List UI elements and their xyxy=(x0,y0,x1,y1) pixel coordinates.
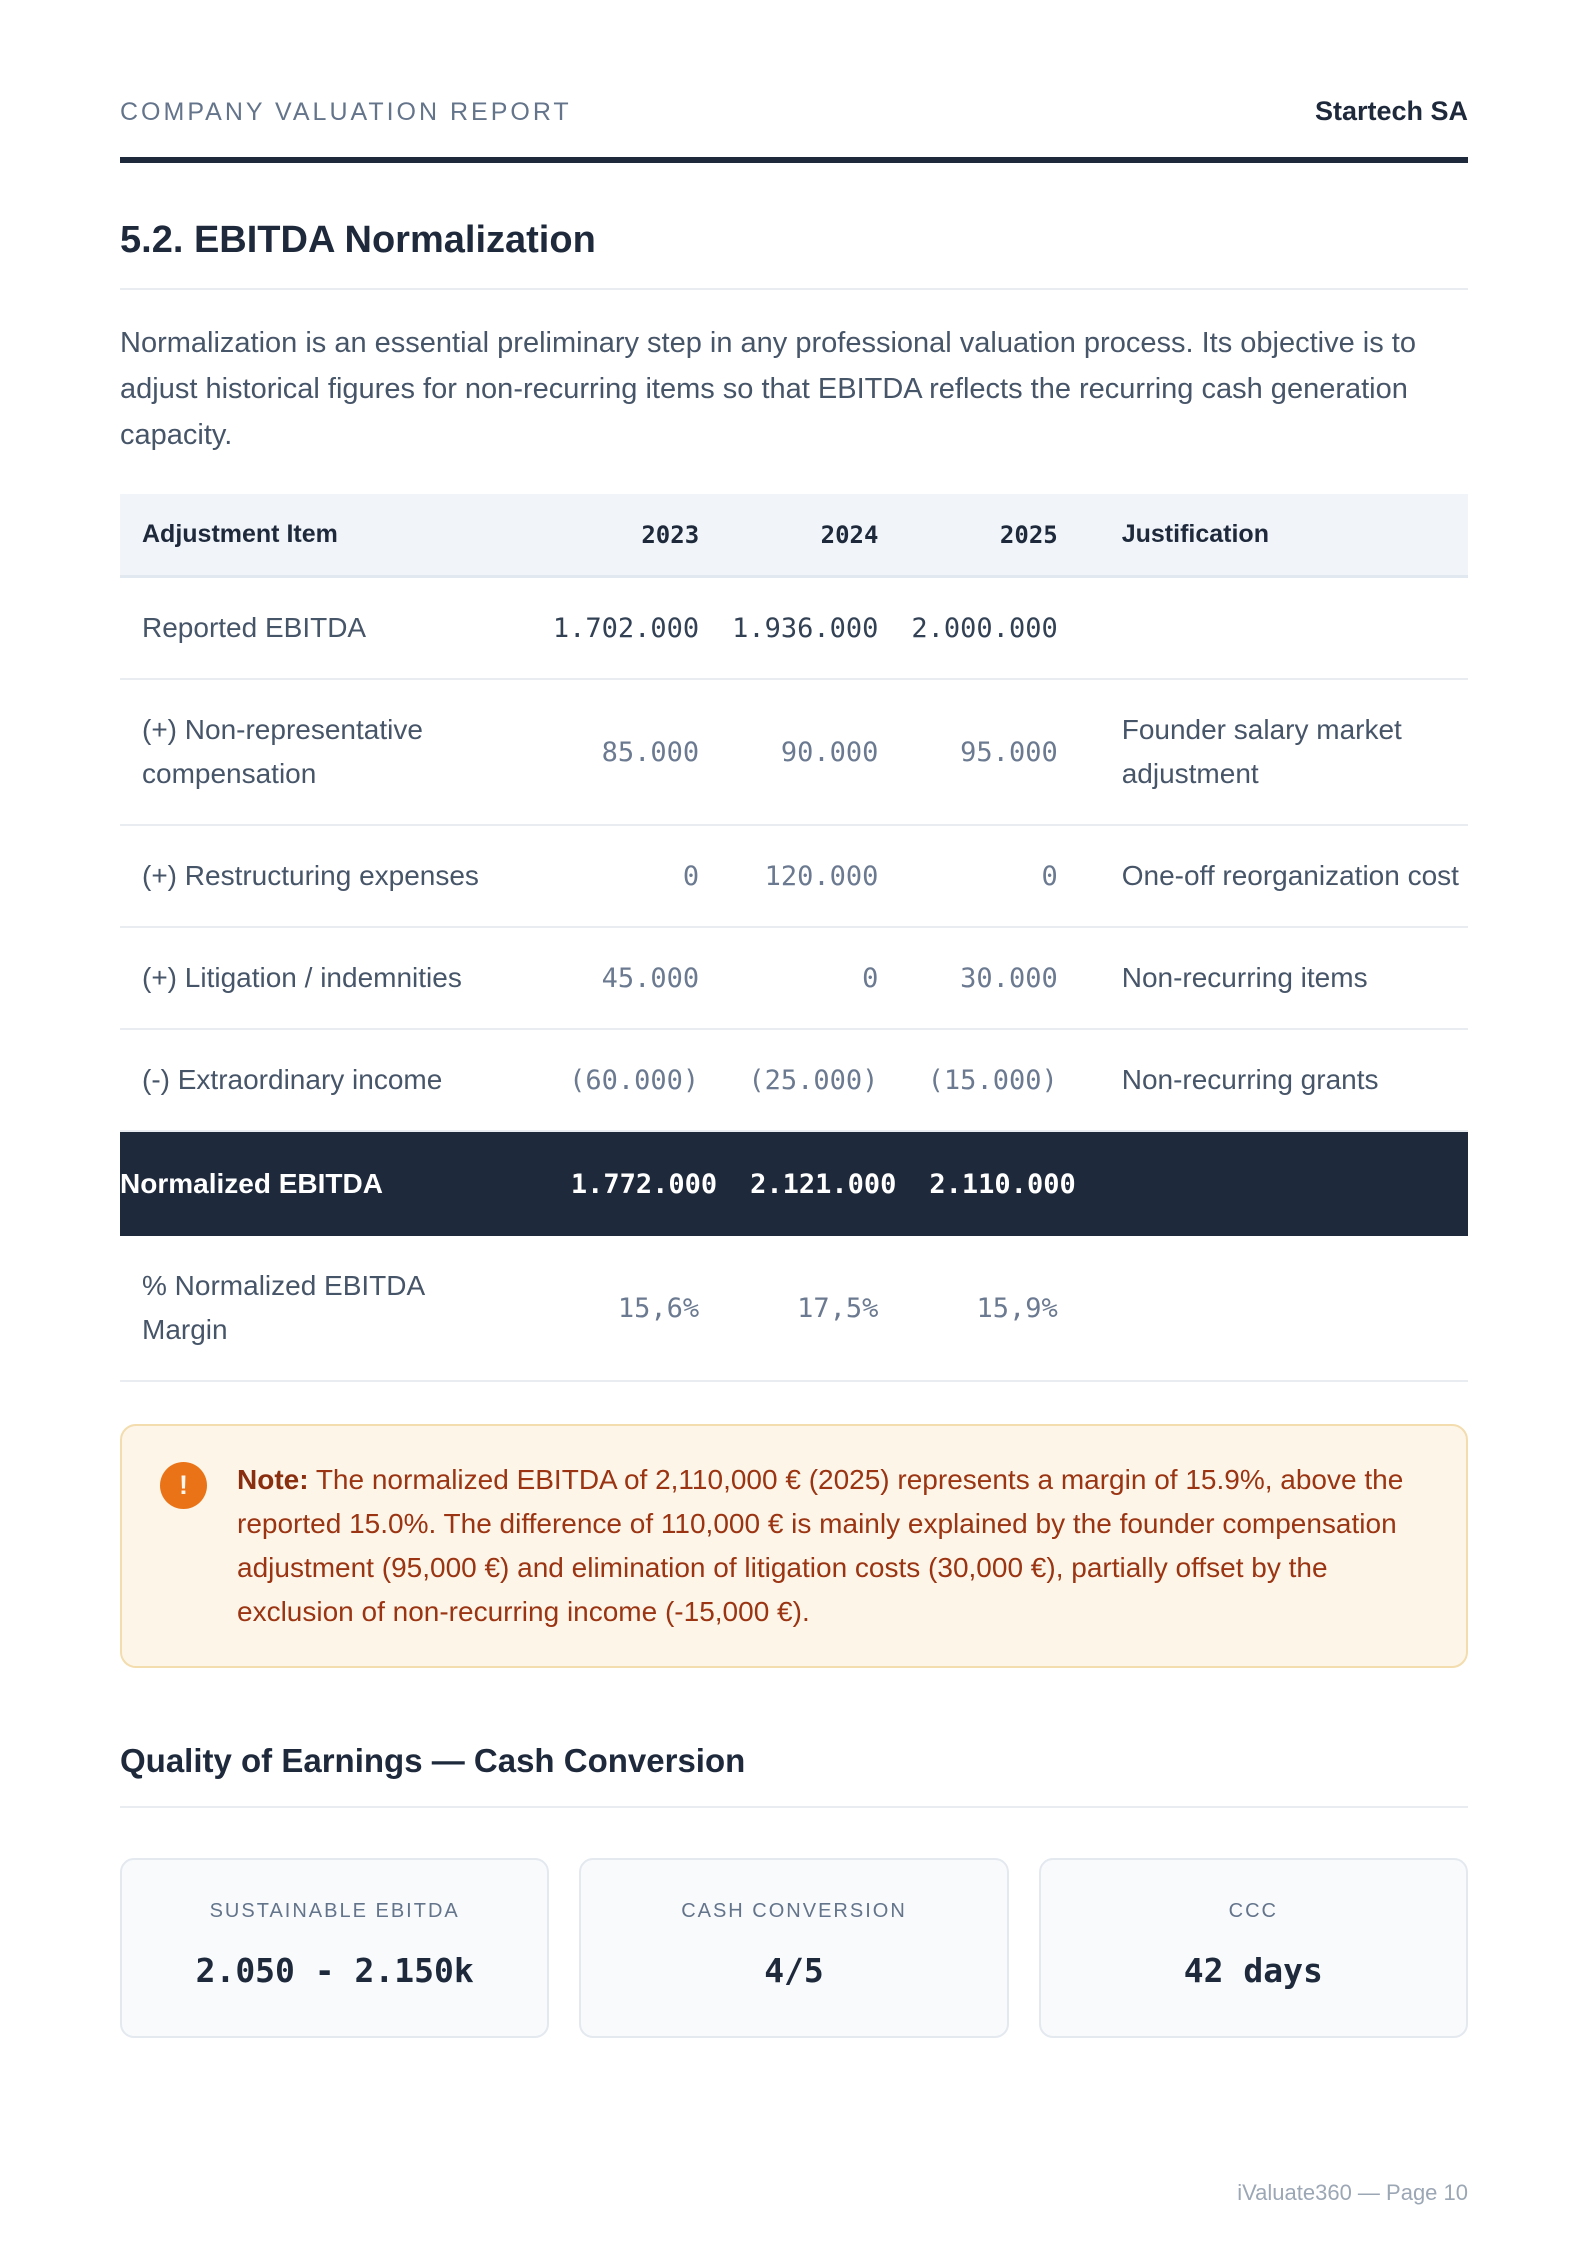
row-value-2024: 120.000 xyxy=(717,825,896,927)
metric-card-sustainable-ebitda xyxy=(120,1858,549,2038)
note-body: The normalized EBITDA of 2,110,000 € (2025) represents a margin of 15.9%, above the reported 15.0%. The difference of 110,000 € is mainly explained by the founder compensation adjustment (95,000 €) and elimination of litigation costs (30,000 €), partially offset by the exclusion of non-recurring income (-15,000 €). xyxy=(237,1464,1404,1627)
page-footer: iValuate360 — Page 10 xyxy=(1237,2180,1468,2205)
margin-row xyxy=(120,1236,1468,1381)
total-value-2025: 2.110.000 xyxy=(896,1131,1075,1236)
row-justification: Non-recurring items xyxy=(1076,927,1468,1029)
section-intro: Normalization is an essential preliminary step in any professional valuation process. Its objective is to adjust historical figures for non-recurring items so that EBITDA reflects the recurring cash generation capacity. xyxy=(120,327,1416,451)
col-header-2023: 2023 xyxy=(538,494,717,577)
row-item-label: (+) Restructuring expenses xyxy=(120,825,538,927)
metric-cards xyxy=(120,1858,1468,2038)
total-value-2023: 1.772.000 xyxy=(538,1131,717,1236)
row-item-label: (+) Non-representative compensation xyxy=(120,679,538,825)
margin-value-2024: 17,5% xyxy=(717,1236,896,1381)
table-header-row xyxy=(120,494,1468,577)
row-value-2023: 85.000 xyxy=(538,679,717,825)
section-title: 5.2. EBITDA Normalization xyxy=(120,219,1468,290)
metric-card-label: CASH CONVERSION xyxy=(681,1900,907,1922)
normalized-ebitda-total-row xyxy=(120,1131,1468,1236)
row-value-2024: 0 xyxy=(717,927,896,1029)
row-value-2024: 90.000 xyxy=(717,679,896,825)
table-row xyxy=(120,577,1468,680)
quality-of-earnings-title: Quality of Earnings — Cash Conversion xyxy=(120,1742,1468,1808)
row-item-label: Reported EBITDA xyxy=(120,577,538,680)
margin-row-justification xyxy=(1076,1236,1468,1381)
company-name: Startech SA xyxy=(1314,96,1468,126)
total-value-2024: 2.121.000 xyxy=(717,1131,896,1236)
row-item-label: (-) Extraordinary income xyxy=(120,1029,538,1131)
metric-card-cash-conversion xyxy=(579,1858,1008,2038)
row-value-2023: 0 xyxy=(538,825,717,927)
total-row-label: Normalized EBITDA xyxy=(120,1131,538,1236)
margin-value-2023: 15,6% xyxy=(538,1236,717,1381)
row-value-2024: 1.936.000 xyxy=(717,577,896,680)
report-title: COMPANY VALUATION REPORT xyxy=(120,98,572,126)
table-row xyxy=(120,1029,1468,1131)
col-header-2025: 2025 xyxy=(896,494,1075,577)
metric-card-ccc xyxy=(1039,1858,1468,2038)
total-row-justification xyxy=(1076,1131,1468,1236)
table-row xyxy=(120,825,1468,927)
row-value-2023: 45.000 xyxy=(538,927,717,1029)
row-value-2023: (60.000) xyxy=(538,1029,717,1131)
row-value-2025: 2.000.000 xyxy=(896,577,1075,680)
margin-value-2025: 15,9% xyxy=(896,1236,1075,1381)
metric-card-value: 4/5 xyxy=(764,1951,824,1990)
note-callout xyxy=(120,1424,1468,1668)
row-justification xyxy=(1076,577,1468,680)
table-row xyxy=(120,679,1468,825)
row-value-2025: 95.000 xyxy=(896,679,1075,825)
note-label: Note: xyxy=(237,1464,309,1495)
row-justification: Founder salary market adjustment xyxy=(1076,679,1468,825)
row-value-2025: 30.000 xyxy=(896,927,1075,1029)
metric-card-label: CCC xyxy=(1228,1900,1278,1922)
row-value-2024: (25.000) xyxy=(717,1029,896,1131)
note-text xyxy=(237,1458,1417,1634)
row-value-2025: (15.000) xyxy=(896,1029,1075,1131)
exclamation-icon: ! xyxy=(160,1462,207,1509)
ebitda-adjustment-table xyxy=(120,494,1468,1382)
page-header xyxy=(120,96,1468,127)
margin-row-label: % Normalized EBITDA Margin xyxy=(120,1236,538,1381)
row-value-2023: 1.702.000 xyxy=(538,577,717,680)
col-header-item: Adjustment Item xyxy=(120,494,538,577)
row-item-label: (+) Litigation / indemnities xyxy=(120,927,538,1029)
row-justification: Non-recurring grants xyxy=(1076,1029,1468,1131)
metric-card-value: 2.050 - 2.150k xyxy=(195,1951,474,1990)
col-header-justification: Justification xyxy=(1076,494,1468,577)
metric-card-label: SUSTAINABLE EBITDA xyxy=(209,1900,460,1922)
row-value-2025: 0 xyxy=(896,825,1075,927)
header-rule xyxy=(120,157,1468,163)
table-row xyxy=(120,927,1468,1029)
col-header-2024: 2024 xyxy=(717,494,896,577)
row-justification: One-off reorganization cost xyxy=(1076,825,1468,927)
metric-card-value: 42 days xyxy=(1183,1951,1323,1990)
